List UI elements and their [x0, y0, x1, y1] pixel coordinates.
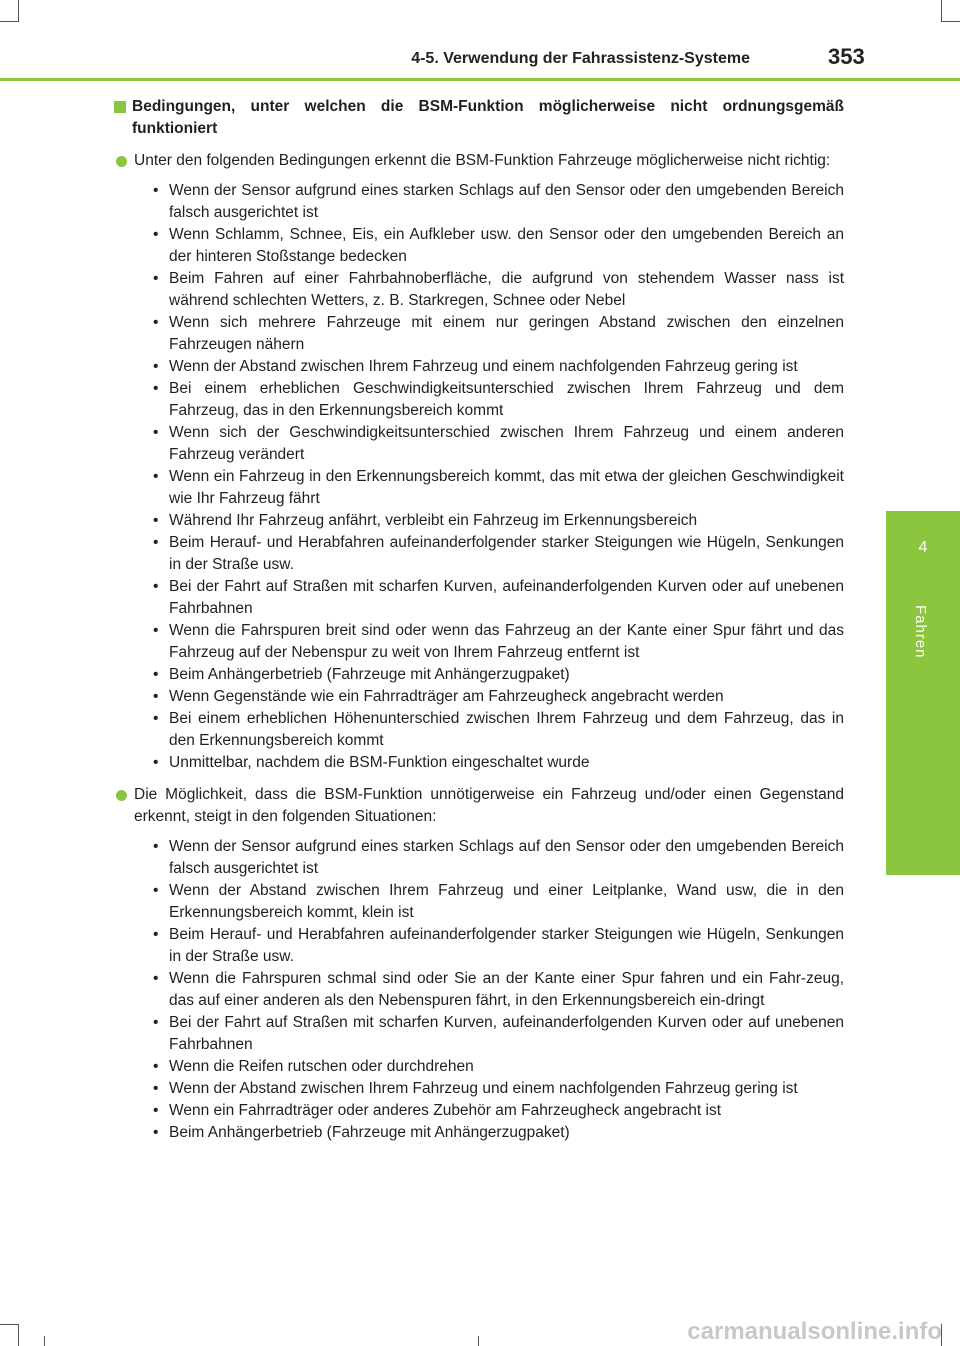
list-item: • Bei der Fahrt auf Straßen mit scharfen Kurven, aufeinanderfolgenden Kurven oder auf unebenen Fahrbahnen: [153, 1014, 844, 1053]
crop-mark: [44, 1336, 45, 1346]
list-item: • Bei der Fahrt auf Straßen mit scharfen Kurven, aufeinanderfolgenden Kurven oder auf unebenen Fahrbahnen: [153, 578, 844, 617]
list-item: • Beim Anhängerbetrieb (Fahrzeuge mit Anhängerzugpaket): [153, 666, 570, 683]
list-item: • Während Ihr Fahrzeug anfährt, verbleibt ein Fahrzeug im Erkennungsbereich: [153, 512, 698, 529]
header-rule: [0, 78, 960, 81]
list-item: • Wenn der Sensor aufgrund eines starken Schlags auf den Sensor oder den umgebenden Bereich falsch ausgerichtet ist: [153, 838, 844, 877]
list-item: • Wenn Schlamm, Schnee, Eis, ein Aufkleber usw. den Sensor oder den umgebenden Bereich an der hinteren Stoßstange bedecken: [153, 226, 844, 265]
list-item: • Wenn der Abstand zwischen Ihrem Fahrzeug und einem nachfolgenden Fahrzeug gering ist: [153, 358, 798, 375]
section-heading: [114, 96, 844, 140]
list-item: • Wenn Gegenstände wie ein Fahrradträger am Fahrzeugheck angebracht werden: [153, 688, 724, 705]
point-one-text: Unter den folgenden Bedingungen erkennt die BSM-Funktion Fahrzeuge möglicherweise nicht richtig:: [134, 152, 831, 169]
list-item: • Beim Herauf- und Herabfahren aufeinanderfolgender starker Steigungen wie Hügeln, Senkungen in der Straße usw.: [153, 534, 844, 573]
section-title: 4-5. Verwendung der Fahrassistenz-Systeme: [411, 50, 750, 67]
point-two: [114, 784, 844, 828]
list-item: • Unmittelbar, nachdem die BSM-Funktion eingeschaltet wurde: [153, 754, 590, 771]
chapter-number: 4: [918, 539, 928, 556]
list-item: • Wenn ein Fahrradträger oder anderes Zubehör am Fahrzeugheck angebracht ist: [153, 1102, 721, 1119]
list-item: • Wenn sich der Geschwindigkeitsunterschied zwischen Ihrem Fahrzeug und einem anderen Fahrzeug verändert: [153, 424, 844, 463]
condition-list-one: [114, 180, 844, 774]
circle-bullet-icon: [116, 790, 127, 801]
crop-mark: [478, 1336, 479, 1346]
crop-mark: [0, 1324, 19, 1325]
list-item: • Beim Anhängerbetrieb (Fahrzeuge mit Anhängerzugpaket): [153, 1124, 570, 1141]
page-number: 353: [828, 44, 865, 69]
heading-text: Bedingungen, unter welchen die BSM-Funktion möglicherweise nicht ordnungsgemäß funktioniert: [132, 98, 844, 137]
list-item: • Wenn die Fahrspuren breit sind oder wenn das Fahrzeug an der Kante einer Spur fährt und das Fahrzeug auf der Nebenspur zu weit von Ihrem Fahrzeug entfernt ist: [153, 622, 844, 661]
chapter-tab: [886, 511, 960, 875]
point-one: [114, 150, 844, 172]
list-item: • Bei einem erheblichen Höhenunterschied zwischen Ihrem Fahrzeug und dem Fahrzeug, das in den Erkennungsbereich kommt: [153, 710, 844, 749]
point-two-text: Die Möglichkeit, dass die BSM-Funktion unnötigerweise ein Fahrzeug und/oder einen Gegenstand erkennt, steigt in den folgenden Situationen:: [134, 786, 844, 825]
watermark-text: carmanualsonline.info: [687, 1318, 942, 1345]
list-item: • Wenn der Abstand zwischen Ihrem Fahrzeug und einer Leitplanke, Wand usw, die in den Erkennungsbereich kommt, klein ist: [153, 882, 844, 921]
circle-bullet-icon: [116, 156, 127, 167]
list-item: • Beim Herauf- und Herabfahren aufeinanderfolgender starker Steigungen wie Hügeln, Senkungen in der Straße usw.: [153, 926, 844, 965]
list-item: • Wenn der Sensor aufgrund eines starken Schlags auf den Sensor oder den umgebenden Bereich falsch ausgerichtet ist: [153, 182, 844, 221]
list-item: • Wenn sich mehrere Fahrzeuge mit einem nur geringen Abstand zwischen den einzelnen Fahrzeugen nähern: [153, 314, 844, 353]
list-item: • Wenn ein Fahrzeug in den Erkennungsbereich kommt, das mit etwa der gleichen Geschwindigkeit wie Ihr Fahrzeug fährt: [153, 468, 844, 507]
condition-list-two: [114, 836, 844, 1144]
list-item: • Beim Fahren auf einer Fahrbahnoberfläche, die aufgrund von stehendem Wasser nass ist während schlechten Wetters, z. B. Starkregen, Schnee oder Nebel: [153, 270, 844, 309]
crop-mark: [18, 1324, 19, 1346]
page-header: [0, 0, 960, 82]
main-content: [114, 96, 844, 1144]
list-item: • Wenn die Fahrspuren schmal sind oder Sie an der Kante einer Spur fahren und ein Fahr-zeug, das auf einer anderen als den Nebenspuren fährt, in den Erkennungsbereich ein-dringt: [153, 970, 844, 1009]
chapter-label: Fahren: [912, 605, 929, 659]
list-item: • Wenn der Abstand zwischen Ihrem Fahrzeug und einem nachfolgenden Fahrzeug gering ist: [153, 1080, 798, 1097]
list-item: • Wenn die Reifen rutschen oder durchdrehen: [153, 1058, 474, 1075]
list-item: • Bei einem erheblichen Geschwindigkeitsunterschied zwischen Ihrem Fahrzeug und dem Fahrzeug, das in den Erkennungsbereich kommt: [153, 380, 844, 419]
square-bullet-icon: [114, 101, 126, 113]
